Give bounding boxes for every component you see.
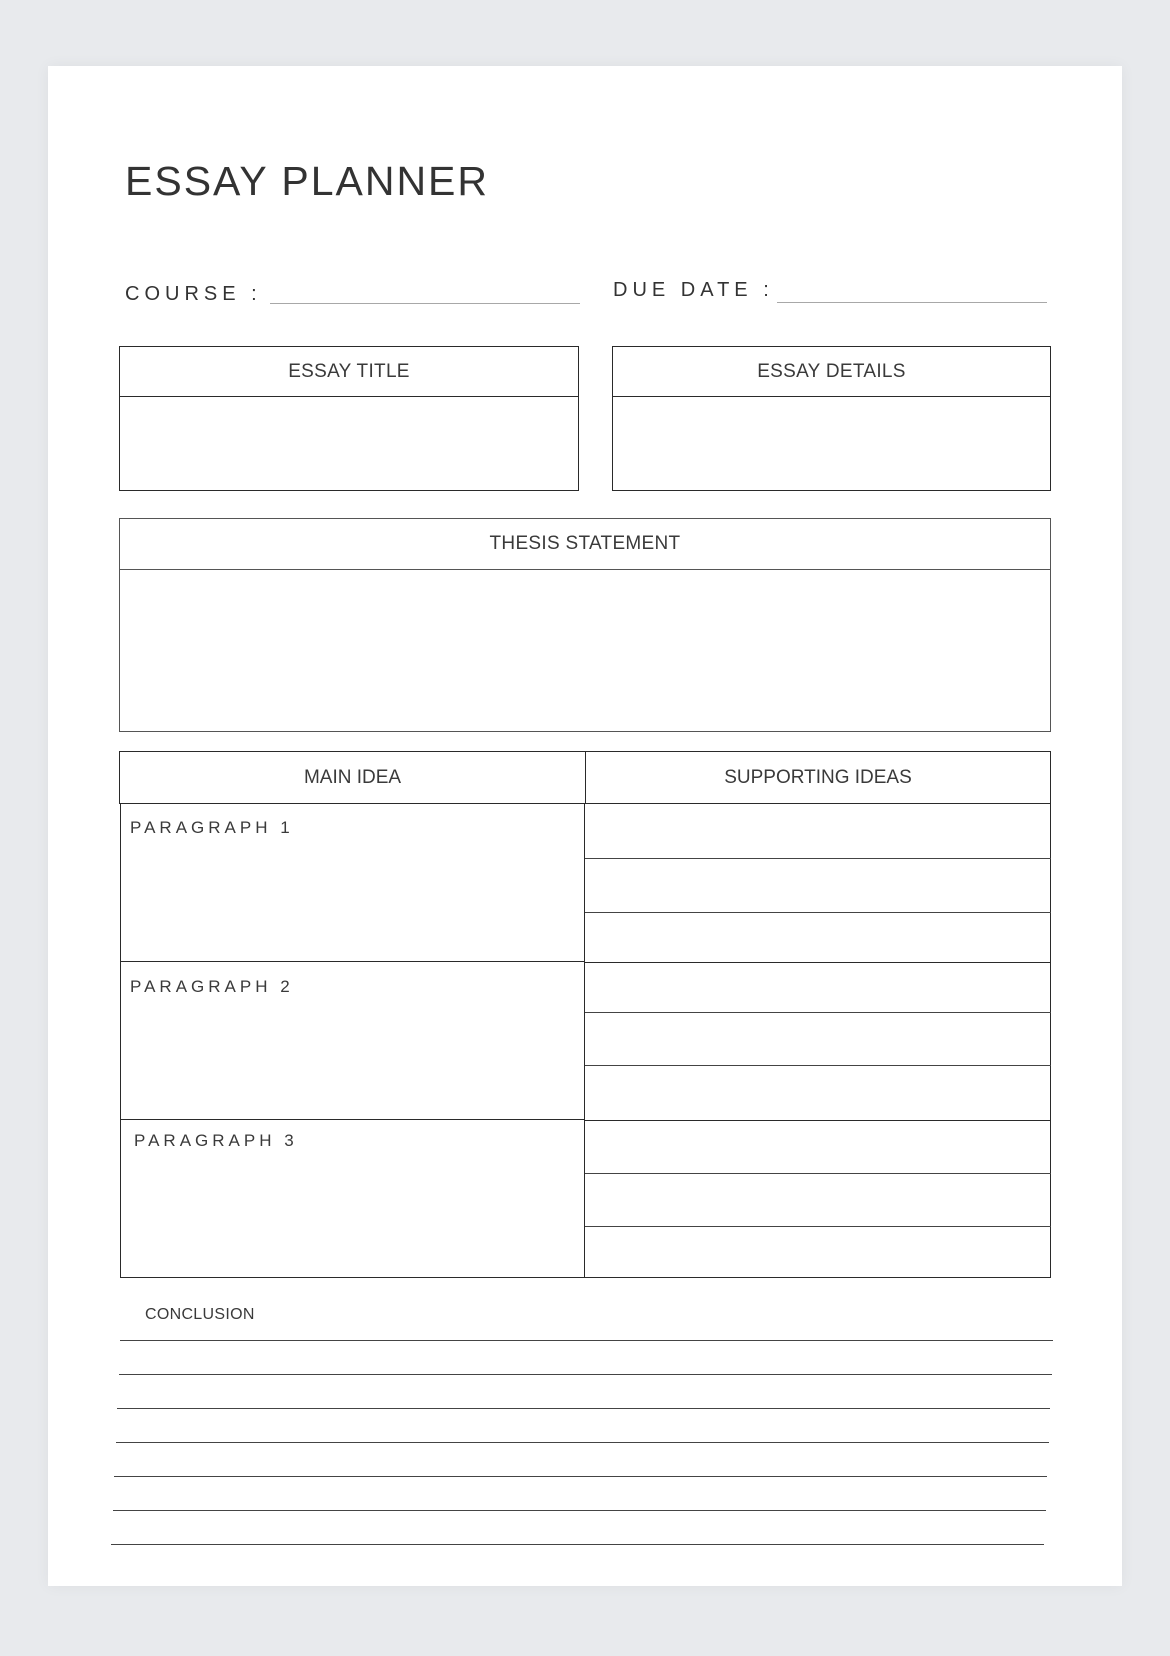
supporting-ideas-header: SUPPORTING IDEAS bbox=[585, 751, 1051, 804]
conclusion-line[interactable] bbox=[120, 1340, 1053, 1341]
paragraph-1-label: PARAGRAPH 1 bbox=[130, 818, 294, 837]
conclusion-label: CONCLUSION bbox=[145, 1306, 255, 1323]
conclusion-line[interactable] bbox=[119, 1374, 1052, 1375]
thesis-statement-box[interactable] bbox=[119, 518, 1051, 732]
thesis-statement-header: THESIS STATEMENT bbox=[120, 519, 1050, 570]
conclusion-line[interactable] bbox=[116, 1442, 1049, 1443]
conclusion-line[interactable] bbox=[114, 1476, 1047, 1477]
supporting-idea-row[interactable] bbox=[585, 962, 1051, 963]
course-field[interactable] bbox=[270, 303, 580, 304]
paragraph-3-cell[interactable] bbox=[120, 1119, 585, 1278]
course-label: COURSE : bbox=[125, 283, 262, 305]
supporting-idea-row[interactable] bbox=[585, 1173, 1051, 1174]
essay-title-header: ESSAY TITLE bbox=[120, 347, 578, 397]
paragraph-2-label: PARAGRAPH 2 bbox=[130, 977, 294, 996]
supporting-idea-row[interactable] bbox=[585, 1226, 1051, 1227]
main-idea-header: MAIN IDEA bbox=[119, 751, 586, 804]
conclusion-line[interactable] bbox=[113, 1510, 1046, 1511]
essay-title-box[interactable] bbox=[119, 346, 579, 491]
supporting-idea-row[interactable] bbox=[585, 912, 1051, 913]
conclusion-line[interactable] bbox=[117, 1408, 1050, 1409]
paragraph-3-label: PARAGRAPH 3 bbox=[134, 1131, 298, 1150]
paragraph-2-cell[interactable] bbox=[120, 961, 585, 1120]
due-date-label: DUE DATE : bbox=[613, 279, 774, 301]
supporting-idea-row[interactable] bbox=[585, 1012, 1051, 1013]
essay-details-box[interactable] bbox=[612, 346, 1051, 491]
supporting-idea-row[interactable] bbox=[585, 1120, 1051, 1121]
page-title: ESSAY PLANNER bbox=[125, 158, 490, 204]
paragraph-1-cell[interactable] bbox=[120, 803, 585, 962]
supporting-idea-row[interactable] bbox=[585, 858, 1051, 859]
essay-details-header: ESSAY DETAILS bbox=[613, 347, 1050, 397]
conclusion-line[interactable] bbox=[111, 1544, 1044, 1545]
due-date-field[interactable] bbox=[777, 302, 1047, 303]
supporting-idea-row[interactable] bbox=[585, 1065, 1051, 1066]
planner-sheet bbox=[48, 66, 1122, 1586]
supporting-ideas-column bbox=[584, 803, 1051, 1278]
